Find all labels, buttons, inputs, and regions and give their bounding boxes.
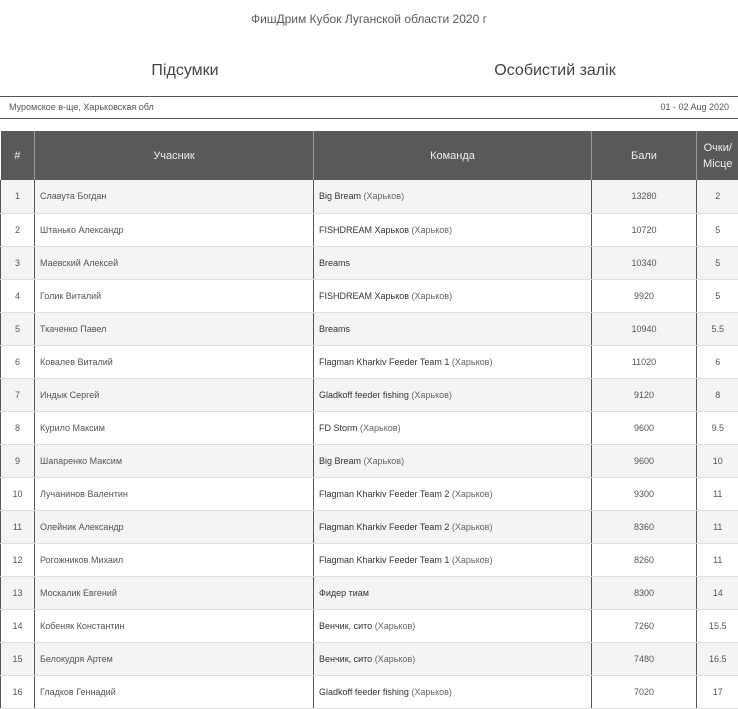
- score: 9600: [592, 444, 697, 477]
- table-row: [1, 378, 738, 411]
- score: 10940: [592, 312, 697, 345]
- table-row: [1, 411, 738, 444]
- column-header-score: Бали: [592, 131, 697, 180]
- score: 7020: [592, 675, 697, 708]
- row-num: 3: [1, 246, 35, 279]
- team-name: Flagman Kharkiv Feeder Team 2: [319, 521, 450, 532]
- team-cell: [314, 312, 592, 345]
- participant-name: Лучанинов Валентин: [35, 477, 314, 510]
- participant-name: Маевский Алексей: [35, 246, 314, 279]
- event-info-bar: [0, 96, 738, 119]
- row-num: 6: [1, 345, 35, 378]
- points-place: 2: [697, 180, 738, 213]
- table-row: [1, 477, 738, 510]
- points-place: 11: [697, 510, 738, 543]
- team-cell: [314, 180, 592, 213]
- score: 11020: [592, 345, 697, 378]
- team-city: (Харьков): [363, 455, 405, 466]
- table-row: [1, 246, 738, 279]
- row-num: 7: [1, 378, 35, 411]
- table-row: [1, 510, 738, 543]
- score: 9600: [592, 411, 697, 444]
- score: 7480: [592, 642, 697, 675]
- points-place: 8: [697, 378, 738, 411]
- participant-name: Ткаченко Павел: [35, 312, 314, 345]
- participant-name: Курило Максим: [35, 411, 314, 444]
- table-row: [1, 279, 738, 312]
- team-name: Big Bream: [319, 191, 362, 202]
- participant-name: Рогожников Михаил: [35, 543, 314, 576]
- points-place: 11: [697, 477, 738, 510]
- team-city: (Харьков): [451, 488, 493, 499]
- score: 8300: [592, 576, 697, 609]
- score: 8260: [592, 543, 697, 576]
- team-cell: [314, 411, 592, 444]
- team-city: (Харьков): [374, 620, 416, 631]
- team-city: (Харьков): [411, 224, 453, 235]
- table-row: [1, 213, 738, 246]
- points-place: 5: [697, 213, 738, 246]
- score: 10720: [592, 213, 697, 246]
- page-title: ФишДрим Кубок Луганской области 2020 г: [251, 12, 487, 26]
- row-num: 1: [1, 180, 35, 213]
- table-row: [1, 543, 738, 576]
- team-name: Flagman Kharkiv Feeder Team 1: [319, 356, 450, 367]
- team-name: Gladkoff feeder fishing: [319, 389, 409, 400]
- table-row: [1, 675, 738, 708]
- row-num: 4: [1, 279, 35, 312]
- participant-name: Москалик Евгений: [35, 576, 314, 609]
- points-place: 11: [697, 543, 738, 576]
- score: 10340: [592, 246, 697, 279]
- participant-name: Шапаренко Максим: [35, 444, 314, 477]
- table-row: [1, 642, 738, 675]
- team-cell: [314, 279, 592, 312]
- team-city: (Харьков): [451, 356, 493, 367]
- team-cell: [314, 510, 592, 543]
- table-row: [1, 444, 738, 477]
- points-place: 6: [697, 345, 738, 378]
- column-header-team: Команда: [314, 131, 592, 180]
- results-table: [0, 131, 738, 709]
- row-num: 10: [1, 477, 35, 510]
- column-header-num: #: [1, 131, 35, 180]
- team-cell: [314, 444, 592, 477]
- table-row: [1, 609, 738, 642]
- table-row: [1, 345, 738, 378]
- team-name: Flagman Kharkiv Feeder Team 1: [319, 554, 450, 565]
- row-num: 11: [1, 510, 35, 543]
- row-num: 2: [1, 213, 35, 246]
- column-header-participant: Учасник: [35, 131, 314, 180]
- team-city: (Харьков): [360, 422, 401, 433]
- event-date: 01 - 02 Aug 2020: [660, 102, 729, 112]
- score: 7260: [592, 609, 697, 642]
- team-city: (Харьков): [451, 521, 493, 532]
- table-header-row: [1, 131, 738, 180]
- points-place: 5: [697, 246, 738, 279]
- team-cell: [314, 246, 592, 279]
- team-name: Венчик, сито: [319, 620, 373, 631]
- participant-name: Белокудря Артем: [35, 642, 314, 675]
- team-name: FD Storm: [319, 422, 358, 433]
- results-heading: Підсумки: [151, 62, 219, 79]
- team-name: Breams: [319, 257, 351, 268]
- team-cell: [314, 609, 592, 642]
- team-city: (Харьков): [451, 554, 493, 565]
- team-name: Венчик, сито: [319, 653, 373, 664]
- points-place: 5.5: [697, 312, 738, 345]
- row-num: 13: [1, 576, 35, 609]
- score: 9300: [592, 477, 697, 510]
- event-location: Муромское в-ще, Харьковская обл: [9, 102, 154, 112]
- team-cell: [314, 543, 592, 576]
- team-city: (Харьков): [411, 290, 453, 301]
- team-cell: [314, 675, 592, 708]
- row-num: 5: [1, 312, 35, 345]
- team-cell: [314, 576, 592, 609]
- participant-name: Индык Сергей: [35, 378, 314, 411]
- points-place: 9.5: [697, 411, 738, 444]
- team-cell: [314, 345, 592, 378]
- table-row: [1, 312, 738, 345]
- participant-name: Кобеняк Константин: [35, 609, 314, 642]
- team-city: (Харьков): [374, 653, 416, 664]
- table-row: [1, 576, 738, 609]
- participant-name: Ковалев Виталий: [35, 345, 314, 378]
- column-header-points: Очки/ Місце: [697, 131, 738, 180]
- row-num: 8: [1, 411, 35, 444]
- table-row: [1, 180, 738, 213]
- row-num: 16: [1, 675, 35, 708]
- row-num: 12: [1, 543, 35, 576]
- score: 13280: [592, 180, 697, 213]
- participant-name: Голик Виталий: [35, 279, 314, 312]
- row-num: 14: [1, 609, 35, 642]
- team-name: Gladkoff feeder fishing: [319, 686, 409, 697]
- participant-name: Олейник Александр: [35, 510, 314, 543]
- participant-name: Гладков Геннадий: [35, 675, 314, 708]
- points-place: 15.5: [697, 609, 738, 642]
- team-name: FISHDREAM Харьков: [319, 290, 410, 301]
- score: 8360: [592, 510, 697, 543]
- team-cell: [314, 477, 592, 510]
- points-place: 14: [697, 576, 738, 609]
- row-num: 9: [1, 444, 35, 477]
- participant-name: Славута Богдан: [35, 180, 314, 213]
- team-name: Big Bream: [319, 455, 362, 466]
- points-place: 10: [697, 444, 738, 477]
- row-num: 15: [1, 642, 35, 675]
- team-cell: [314, 378, 592, 411]
- team-city: (Харьков): [363, 191, 405, 202]
- team-name: Breams: [319, 323, 351, 334]
- score: 9920: [592, 279, 697, 312]
- individual-standings-heading: Особистий залік: [494, 62, 616, 79]
- participant-name: Штанько Александр: [35, 213, 314, 246]
- team-city: (Харьков): [411, 389, 452, 400]
- score: 9120: [592, 378, 697, 411]
- team-name: Фидер тиам: [319, 587, 369, 598]
- points-place: 17: [697, 675, 738, 708]
- team-name: FISHDREAM Харьков: [319, 224, 410, 235]
- points-place: 16.5: [697, 642, 738, 675]
- points-place: 5: [697, 279, 738, 312]
- team-name: Flagman Kharkiv Feeder Team 2: [319, 488, 450, 499]
- team-cell: [314, 642, 592, 675]
- team-cell: [314, 213, 592, 246]
- team-city: (Харьков): [411, 686, 452, 697]
